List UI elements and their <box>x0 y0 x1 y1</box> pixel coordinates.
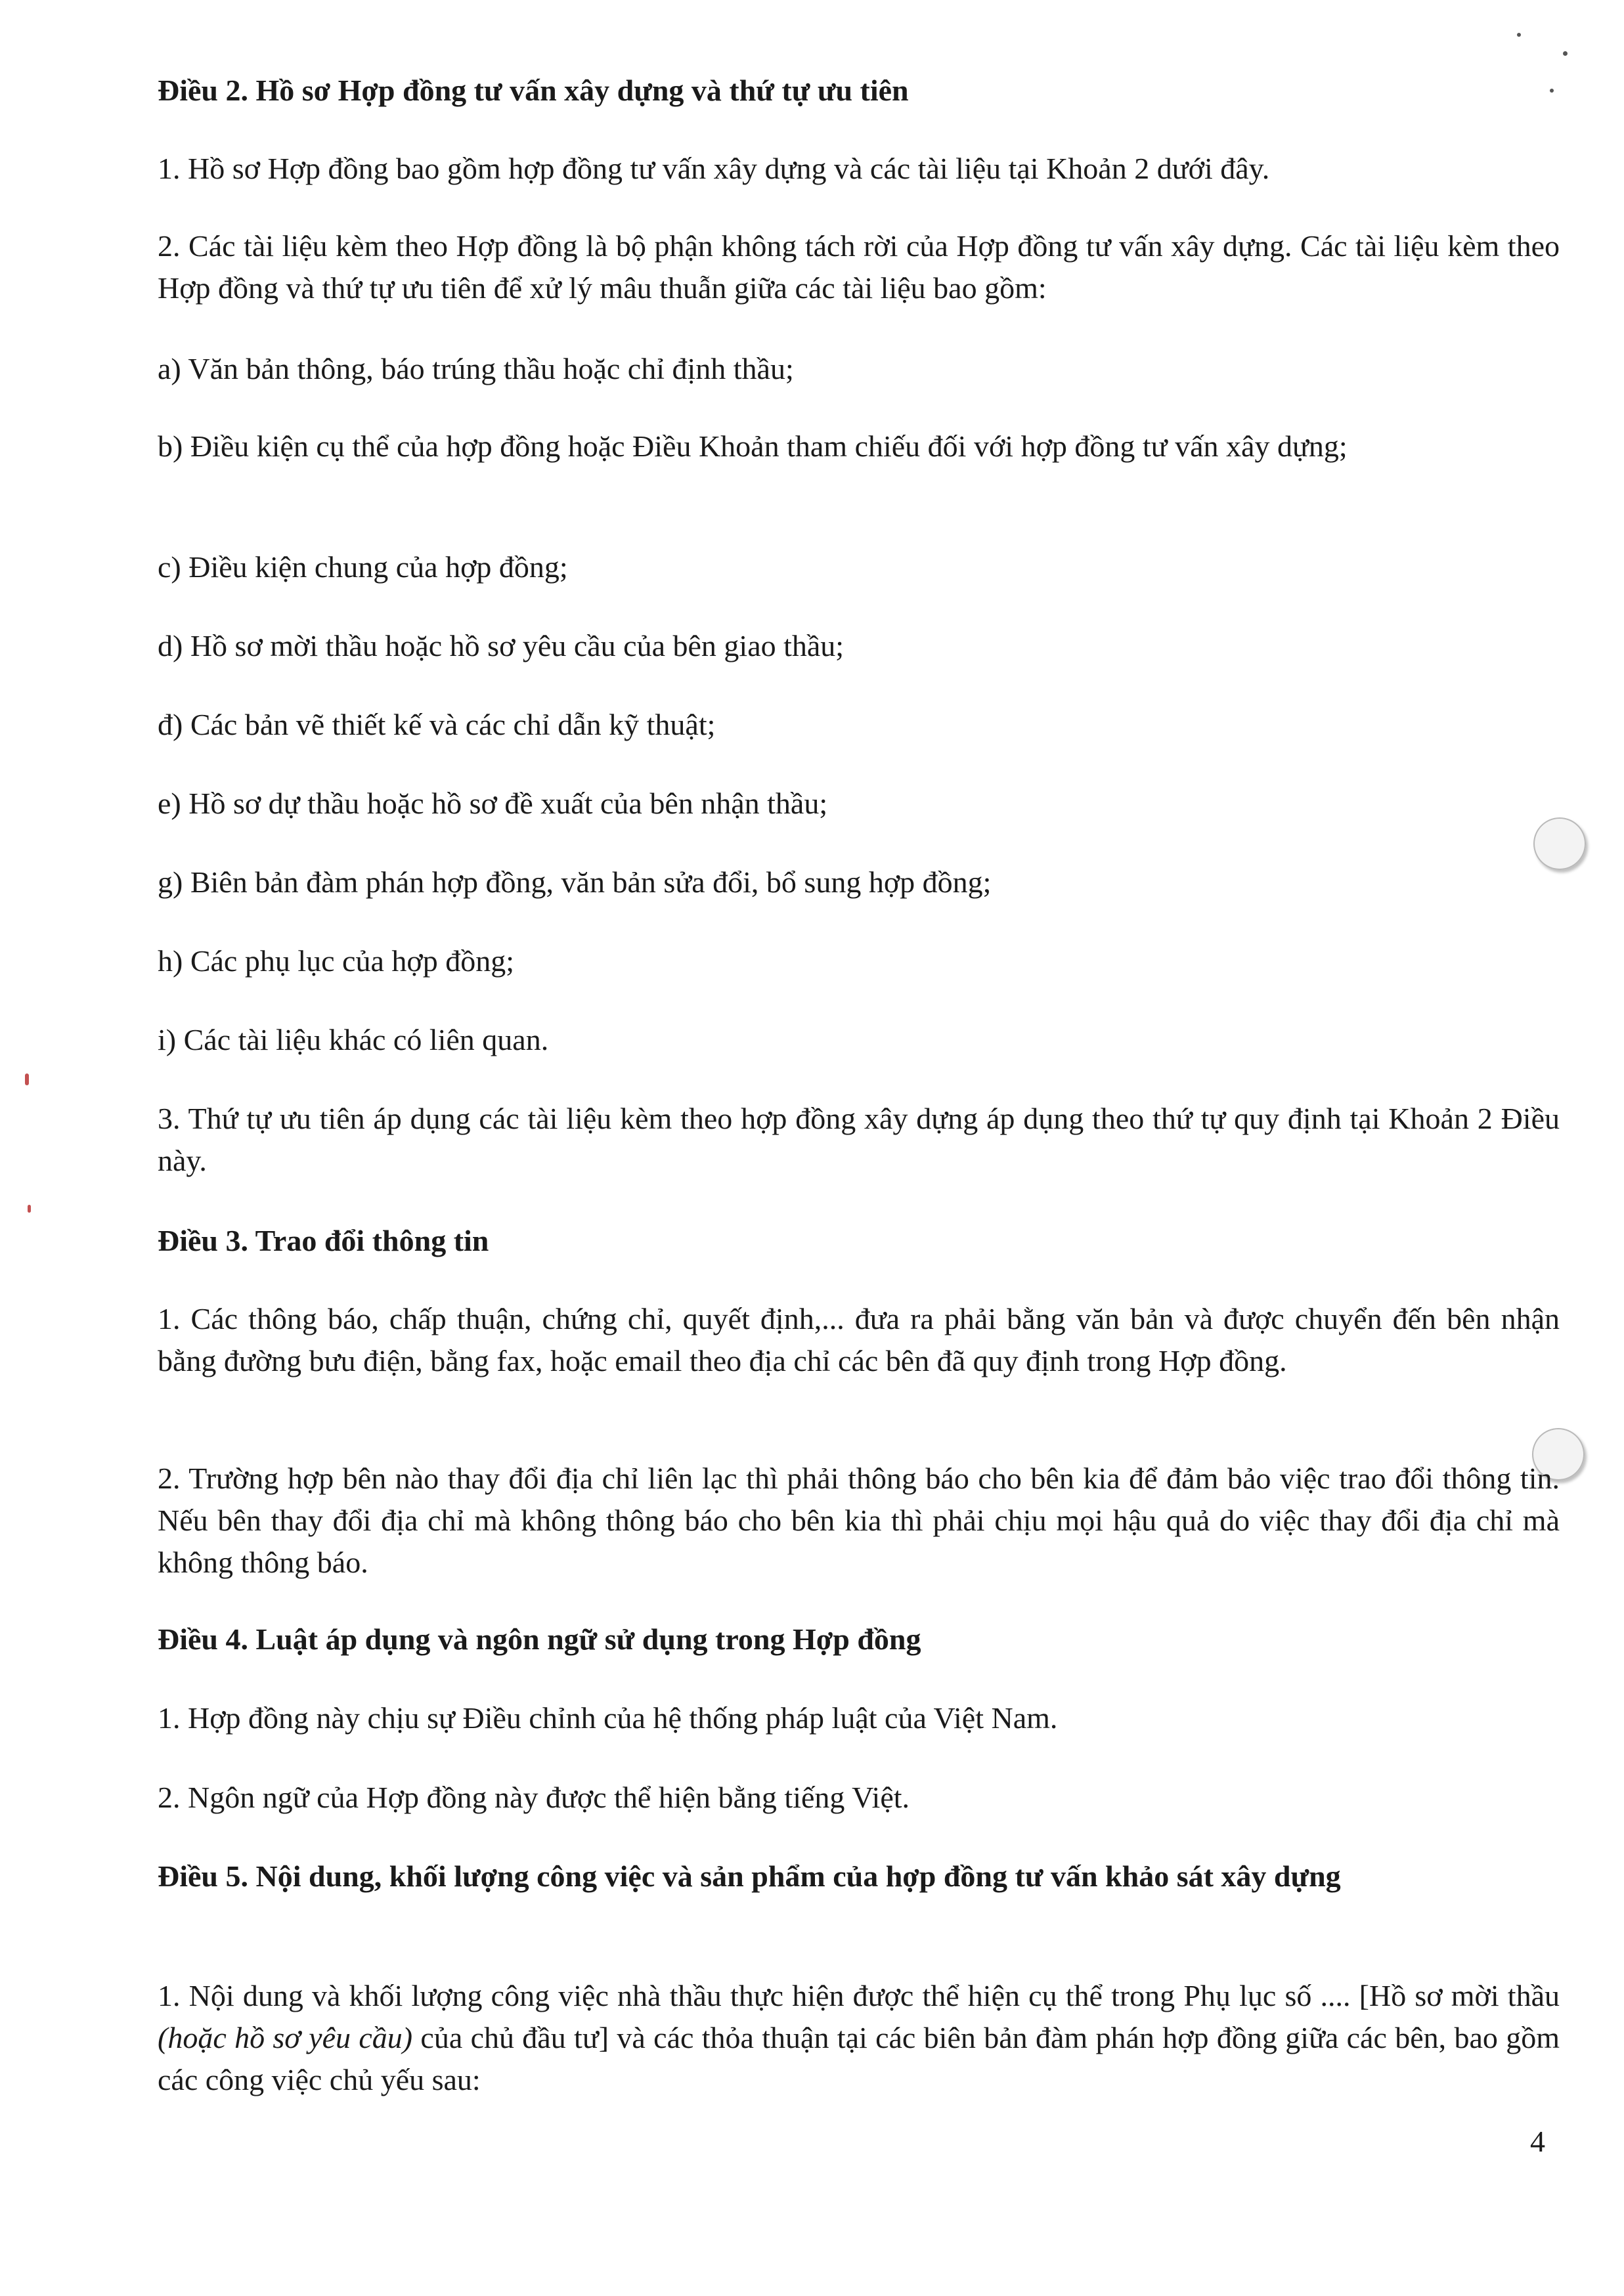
dieu3-heading: Điều 3. Trao đổi thông tin <box>158 1224 489 1257</box>
dieu2-item-g: g) Biên bản đàm phán hợp đồng, văn bản sửa đổi, bổ sung hợp đồng; <box>158 865 992 899</box>
dieu2-item-h: h) Các phụ lục của hợp đồng; <box>158 944 514 978</box>
scan-speck <box>1517 33 1521 37</box>
dieu2-item-i: i) Các tài liệu khác có liên quan. <box>158 1023 549 1056</box>
dieu3-paragraph-1: 1. Các thông báo, chấp thuận, chứng chỉ, quyết định,... đưa ra phải bằng văn bản và được chuyển đến bên nhận bằng đường bưu điện, bằng fax, hoặc email theo địa chỉ các bên đã quy định trong Hợp đồng. <box>158 1302 1560 1377</box>
dieu2-paragraph-3: 3. Thứ tự ưu tiên áp dụng các tài liệu kèm theo hợp đồng xây dựng áp dụng theo thứ tự quy định tại Khoản 2 Điều này. <box>158 1102 1560 1177</box>
dieu5-paragraph-1 <box>158 1975 1560 2101</box>
dieu5-p1-italic: (hoặc hồ sơ yêu cầu) <box>158 2021 413 2054</box>
dieu2-item-e: e) Hồ sơ dự thầu hoặc hồ sơ đề xuất của bên nhận thầu; <box>158 787 828 820</box>
scan-speck <box>1563 51 1568 56</box>
dieu2-item-b: b) Điều kiện cụ thể của hợp đồng hoặc Điều Khoản tham chiếu đối với hợp đồng tư vấn xây dựng; <box>158 429 1348 463</box>
dieu2-item-d: d) Hồ sơ mời thầu hoặc hồ sơ yêu cầu của bên giao thầu; <box>158 629 845 662</box>
dieu2-paragraph-2: 2. Các tài liệu kèm theo Hợp đồng là bộ phận không tách rời của Hợp đồng tư vấn xây dựng. Các tài liệu kèm theo Hợp đồng và thứ tự ưu tiên để xử lý mâu thuẫn giữa các tài liệu bao gồm: <box>158 229 1560 305</box>
dieu4-paragraph-2: 2. Ngôn ngữ của Hợp đồng này được thể hiện bằng tiếng Việt. <box>158 1781 910 1814</box>
dieu3-paragraph-2: 2. Trường hợp bên nào thay đổi địa chỉ liên lạc thì phải thông báo cho bên kia để đảm bảo việc trao đổi thông tin. Nếu bên thay đổi địa chỉ mà không thông báo cho bên kia thì phải chịu mọi hậu quả do việc thay đổi địa chỉ mà không thông báo. <box>158 1462 1560 1579</box>
dieu2-heading: Điều 2. Hồ sơ Hợp đồng tư vấn xây dựng và thứ tự ưu tiên <box>158 74 909 107</box>
dieu2-item-a: a) Văn bản thông, báo trúng thầu hoặc chỉ định thầu; <box>158 352 794 385</box>
dieu2-paragraph-1: 1. Hồ sơ Hợp đồng bao gồm hợp đồng tư vấn xây dựng và các tài liệu tại Khoản 2 dưới đây. <box>158 152 1270 185</box>
dieu5-p1-text-a: 1. Nội dung và khối lượng công việc nhà thầu thực hiện được thể hiện cụ thể trong Phụ lục số .... [Hồ sơ mời thầu <box>158 1979 1560 2012</box>
dieu4-heading: Điều 4. Luật áp dụng và ngôn ngữ sử dụng trong Hợp đồng <box>158 1622 921 1656</box>
dieu4-paragraph-1: 1. Hợp đồng này chịu sự Điều chỉnh của hệ thống pháp luật của Việt Nam. <box>158 1701 1058 1735</box>
page-number: 4 <box>1530 2125 1545 2158</box>
dieu5-p1-text-b: của chủ đầu tư] và các thỏa thuận tại các biên bản đàm phán hợp đồng giữa các bên, bao gồm các công việc chủ yếu sau: <box>158 2021 1560 2096</box>
scan-speck <box>25 1073 29 1085</box>
scan-speck <box>28 1205 31 1213</box>
dieu2-item-dd: đ) Các bản vẽ thiết kế và các chỉ dẫn kỹ thuật; <box>158 708 716 741</box>
dieu2-item-c: c) Điều kiện chung của hợp đồng; <box>158 550 568 584</box>
dieu5-heading: Điều 5. Nội dung, khối lượng công việc và sản phẩm của hợp đồng tư vấn khảo sát xây dựng <box>158 1859 1341 1893</box>
